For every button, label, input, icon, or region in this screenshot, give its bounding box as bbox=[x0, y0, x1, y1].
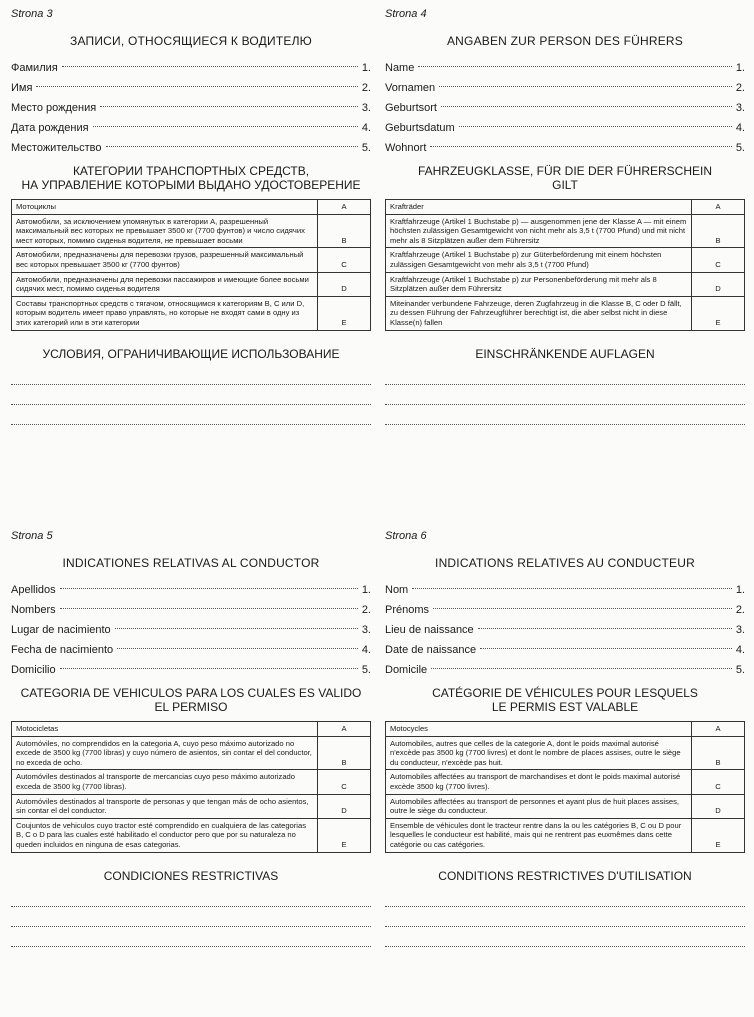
field-row[interactable] bbox=[385, 58, 745, 78]
field-row[interactable] bbox=[385, 620, 745, 640]
fill-line[interactable] bbox=[385, 907, 745, 927]
page-6 bbox=[385, 530, 745, 947]
table-row bbox=[12, 794, 371, 818]
field-label: Дата рождения bbox=[11, 122, 89, 134]
field-label: Имя bbox=[11, 82, 33, 94]
category-heading-line-2: GILT bbox=[552, 178, 578, 192]
category-description: Kraftfahrzeuge (Artikel 1 Buchstabe p) — ausgenommen jene der Klasse A — mit einem höchsten zulässigen Gesamtgewicht von nicht mehr als 3,5 t (7700 Pfund) und mit nicht mehr als 8 Sitzplätzen außer dem Führersitz bbox=[386, 214, 692, 248]
fill-line[interactable] bbox=[385, 365, 745, 385]
fill-line[interactable] bbox=[11, 907, 371, 927]
page-label: Strona 3 bbox=[11, 8, 53, 20]
category-heading bbox=[385, 686, 745, 716]
category-code: C bbox=[692, 248, 745, 272]
field-label: Geburtsdatum bbox=[385, 122, 455, 134]
category-code: D bbox=[692, 794, 745, 818]
fill-line bbox=[115, 628, 358, 629]
restrictions-lines[interactable] bbox=[11, 365, 371, 425]
field-row[interactable] bbox=[11, 138, 371, 158]
field-number: 4. bbox=[361, 122, 371, 134]
field-label: Lugar de nacimiento bbox=[11, 624, 111, 636]
category-code: E bbox=[692, 296, 745, 330]
table-row bbox=[12, 272, 371, 296]
fill-line[interactable] bbox=[11, 365, 371, 385]
category-description: Motocycles bbox=[386, 722, 692, 737]
category-heading bbox=[11, 164, 371, 194]
field-number: 1. bbox=[735, 62, 745, 74]
field-label: Domicilio bbox=[11, 664, 56, 676]
category-table bbox=[11, 199, 371, 331]
field-label: Name bbox=[385, 62, 415, 74]
fill-line bbox=[433, 608, 732, 609]
restrictions-heading: УСЛОВИЯ, ОГРАНИЧИВАЮЩИЕ ИСПОЛЬЗОВАНИЕ bbox=[42, 346, 340, 361]
field-row[interactable] bbox=[385, 118, 745, 138]
table-row bbox=[386, 200, 745, 215]
field-row[interactable] bbox=[385, 138, 745, 158]
field-number: 4. bbox=[735, 644, 745, 656]
table-row bbox=[12, 296, 371, 330]
field-row[interactable] bbox=[11, 660, 371, 680]
category-description: Automóviles destinados al transporte de personas y que tengan más de ocho asientos, sin contar el del conductor. bbox=[12, 794, 318, 818]
category-heading-line-2: НА УПРАВЛЕНИЕ КОТОРЫМИ ВЫДАНО УДОСТОВЕРЕНИЕ bbox=[21, 178, 361, 192]
field-row[interactable] bbox=[385, 600, 745, 620]
fill-line bbox=[439, 86, 732, 87]
fill-line bbox=[412, 588, 732, 589]
fill-line[interactable] bbox=[385, 385, 745, 405]
category-code: B bbox=[318, 214, 371, 248]
category-code: B bbox=[692, 214, 745, 248]
category-description: Automóviles, no comprendidos en la categoria A, cuyo peso máximo autorizado no excede de 3500 kg (7700 libras) y cuyo número de asientos, sin contar el del conductor, no exceda de ocho. bbox=[12, 736, 318, 770]
field-row[interactable] bbox=[11, 58, 371, 78]
field-label: Фамилия bbox=[11, 62, 58, 74]
field-number: 3. bbox=[735, 624, 745, 636]
fill-line bbox=[459, 126, 732, 127]
field-label: Nom bbox=[385, 584, 409, 596]
fill-line bbox=[36, 86, 357, 87]
category-code: A bbox=[318, 200, 371, 215]
category-description: Kraftfahrzeuge (Artikel 1 Buchstabe p) zur Güterbeförderung mit einem höchsten zulässigen Gesamtgewicht von mehr als 3,5 t (7700 Pfund) bbox=[386, 248, 692, 272]
restrictions-heading: CONDICIONES RESTRICTIVAS bbox=[103, 868, 279, 883]
table-row bbox=[386, 794, 745, 818]
fill-line bbox=[480, 648, 732, 649]
category-description: Coujuntos de vehiculos cuyo tractor esté comprendido en cualquiera de las categorias B, C o D para las cuales esté habilitado el conductor pero que por su naturaleza no queden incluidos en ninguna de esas categorias. bbox=[12, 818, 318, 852]
category-code: A bbox=[692, 200, 745, 215]
page-label: Strona 4 bbox=[385, 8, 427, 20]
fill-line[interactable] bbox=[385, 927, 745, 947]
category-table bbox=[385, 721, 745, 853]
driver-fields bbox=[385, 58, 745, 164]
field-number: 3. bbox=[735, 102, 745, 114]
restrictions-lines[interactable] bbox=[385, 365, 745, 425]
field-label: Wohnort bbox=[385, 142, 427, 154]
restrictions-lines[interactable] bbox=[11, 887, 371, 947]
driver-section-heading: INDICATIONS RELATIVES AU CONDUCTEUR bbox=[435, 556, 695, 570]
fill-line bbox=[117, 648, 358, 649]
category-description: Автомобили, предназначены для перевозки грузов, разрешенный максимальный вес которых превышает 3500 кг (7700 фунтов) bbox=[12, 248, 318, 272]
field-number: 2. bbox=[361, 82, 371, 94]
field-label: Fecha de nacimiento bbox=[11, 644, 114, 656]
field-row[interactable] bbox=[385, 640, 745, 660]
fill-line[interactable] bbox=[385, 405, 745, 425]
driver-fields bbox=[385, 580, 745, 686]
fill-line bbox=[60, 588, 358, 589]
category-code: E bbox=[318, 818, 371, 852]
category-description: Automobiles affectées au transport de personnes et ayant plus de huit places assises, outre le siège du conducteur. bbox=[386, 794, 692, 818]
field-row[interactable] bbox=[11, 600, 371, 620]
fill-line bbox=[60, 668, 358, 669]
fill-line[interactable] bbox=[385, 887, 745, 907]
category-heading-line-1: CATÉGORIE DE VÉHICULES POUR LESQUELS bbox=[432, 686, 698, 700]
field-number: 2. bbox=[735, 604, 745, 616]
category-description: Ensemble de véhicules dont le tracteur rentre dans la ou les catégories B, C ou D pour lesquelles le conducteur est habilité, mais qui ne rentrent pas euxmêmes dans cette catégorie ou cas catégories. bbox=[386, 818, 692, 852]
field-row[interactable] bbox=[11, 118, 371, 138]
category-table bbox=[385, 199, 745, 331]
field-label: Nombers bbox=[11, 604, 56, 616]
category-heading bbox=[11, 686, 371, 716]
table-row bbox=[12, 818, 371, 852]
category-code: C bbox=[318, 248, 371, 272]
table-row bbox=[12, 200, 371, 215]
field-label: Apellidos bbox=[11, 584, 56, 596]
field-number: 5. bbox=[735, 664, 745, 676]
field-row[interactable] bbox=[385, 580, 745, 600]
page-label: Strona 5 bbox=[11, 530, 53, 542]
category-code: B bbox=[692, 736, 745, 770]
field-label: Lieu de naissance bbox=[385, 624, 474, 636]
field-row[interactable] bbox=[11, 640, 371, 660]
field-row[interactable] bbox=[11, 78, 371, 98]
category-description: Автомобили, за исключением упомянутых в категории A, разрешенный максимальный вес которых не превышает 3500 кг (7700 фунтов) и число сидячих мест которых, помимо сиденья водителя, не превышает восьми bbox=[12, 214, 318, 248]
category-description: Krafträder bbox=[386, 200, 692, 215]
page-4 bbox=[385, 8, 745, 425]
category-description: Automóviles destinados al transporte de mercancias cuyo peso máximo autorizado exceda de 3500 kg (7700 libras). bbox=[12, 770, 318, 794]
table-row bbox=[386, 736, 745, 770]
field-label: Место рождения bbox=[11, 102, 97, 114]
table-row bbox=[386, 296, 745, 330]
category-description: Составы транспортных средств с тягачом, относящимся к категориям B, C или D, которым водитель имеет право управлять, но которые не входят сами в одну из этих категорий или в эти категории bbox=[12, 296, 318, 330]
fill-line bbox=[418, 66, 731, 67]
field-number: 1. bbox=[361, 62, 371, 74]
field-number: 2. bbox=[361, 604, 371, 616]
category-description: Kraftfahrzeuge (Artikel 1 Buchstabe p) zur Personenbeförderung mit mehr als 8 Sitzplätzen außer dem Führersitz bbox=[386, 272, 692, 296]
category-code: E bbox=[318, 296, 371, 330]
field-label: Местожительство bbox=[11, 142, 102, 154]
driver-fields bbox=[11, 580, 371, 686]
fill-line bbox=[478, 628, 732, 629]
field-number: 1. bbox=[361, 584, 371, 596]
category-table bbox=[11, 721, 371, 853]
field-number: 1. bbox=[735, 584, 745, 596]
fill-line bbox=[62, 66, 358, 67]
fill-line bbox=[60, 608, 358, 609]
driver-section-heading: INDICATIONES RELATIVAS AL CONDUCTOR bbox=[62, 556, 320, 570]
field-number: 5. bbox=[735, 142, 745, 154]
field-number: 3. bbox=[361, 102, 371, 114]
driver-fields bbox=[11, 58, 371, 164]
field-label: Date de naissance bbox=[385, 644, 477, 656]
category-heading-line-1: КАТЕГОРИИ ТРАНСПОРТНЫХ СРЕДСТВ, bbox=[72, 164, 310, 178]
table-row bbox=[386, 770, 745, 794]
table-row bbox=[386, 272, 745, 296]
fill-line[interactable] bbox=[11, 385, 371, 405]
category-description: Motocicletas bbox=[12, 722, 318, 737]
category-code: D bbox=[318, 272, 371, 296]
field-number: 5. bbox=[361, 664, 371, 676]
page-label: Strona 6 bbox=[385, 530, 427, 542]
category-description: Мотоциклы bbox=[12, 200, 318, 215]
field-row[interactable] bbox=[385, 78, 745, 98]
fill-line bbox=[431, 668, 732, 669]
field-row[interactable] bbox=[11, 580, 371, 600]
field-label: Vornamen bbox=[385, 82, 436, 94]
fill-line bbox=[441, 106, 732, 107]
driver-section-heading: ЗАПИСИ, ОТНОСЯЩИЕСЯ К ВОДИТЕЛЮ bbox=[70, 34, 312, 48]
category-code: A bbox=[318, 722, 371, 737]
field-label: Geburtsort bbox=[385, 102, 437, 114]
category-description: Автомобили, предназначены для перевозки пассажиров и имеющие более восьми сидячих мест, помимо сиденья водителя bbox=[12, 272, 318, 296]
page-5 bbox=[11, 530, 371, 947]
table-row bbox=[12, 248, 371, 272]
category-code: C bbox=[692, 770, 745, 794]
category-description: Automobiles affectées au transport de marchandises et dont le poids maximal autorisé excède 3500 kg (7700 livres). bbox=[386, 770, 692, 794]
category-code: E bbox=[692, 818, 745, 852]
field-row[interactable] bbox=[385, 98, 745, 118]
fill-line bbox=[93, 126, 358, 127]
field-label: Domicile bbox=[385, 664, 428, 676]
table-row bbox=[386, 214, 745, 248]
field-row[interactable] bbox=[11, 620, 371, 640]
table-row bbox=[12, 722, 371, 737]
driver-section-heading: ANGABEN ZUR PERSON DES FÜHRERS bbox=[446, 34, 684, 48]
restrictions-heading: CONDITIONS RESTRICTIVES D'UTILISATION bbox=[438, 868, 692, 883]
table-row bbox=[386, 248, 745, 272]
restrictions-heading: EINSCHRÄNKENDE AUFLAGEN bbox=[475, 346, 655, 361]
table-row bbox=[12, 736, 371, 770]
category-heading-line-1: CATEGORIA DE VEHICULOS PARA LOS CUALES ES VALIDO bbox=[20, 686, 362, 700]
fill-line bbox=[430, 146, 731, 147]
category-code: A bbox=[692, 722, 745, 737]
category-code: D bbox=[692, 272, 745, 296]
category-description: Miteinander verbundene Fahrzeuge, deren Zugfahrzeug in die Klasse B, C oder D fällt, zu dessen Führung der Fahrzeugführer berechtigt ist, die aber selbst nicht in diese Klasse(n) fallen bbox=[386, 296, 692, 330]
category-heading bbox=[385, 164, 745, 194]
category-code: C bbox=[318, 770, 371, 794]
category-description: Automobiles, autres que celles de la categorie A, dont le poids maximal autorisé n'excède pas 3500 kg (7700 livres) et dont le nombre de places assises, outre le siège du conducteur, n'excède pas huit. bbox=[386, 736, 692, 770]
category-code: B bbox=[318, 736, 371, 770]
field-number: 4. bbox=[735, 122, 745, 134]
field-label: Prénoms bbox=[385, 604, 430, 616]
fill-line bbox=[106, 146, 358, 147]
page-3 bbox=[11, 8, 371, 425]
field-row[interactable] bbox=[385, 660, 745, 680]
restrictions-lines[interactable] bbox=[385, 887, 745, 947]
category-heading-line-2: LE PERMIS EST VALABLE bbox=[491, 700, 639, 714]
field-row[interactable] bbox=[11, 98, 371, 118]
fill-line bbox=[100, 106, 358, 107]
field-number: 2. bbox=[735, 82, 745, 94]
fill-line[interactable] bbox=[11, 927, 371, 947]
field-number: 3. bbox=[361, 624, 371, 636]
fill-line[interactable] bbox=[11, 405, 371, 425]
table-row bbox=[12, 770, 371, 794]
field-number: 5. bbox=[361, 142, 371, 154]
category-heading-line-1: FAHRZEUGKLASSE, FÜR DIE DER FÜHRERSCHEIN bbox=[417, 164, 713, 178]
table-row bbox=[386, 818, 745, 852]
fill-line[interactable] bbox=[11, 887, 371, 907]
category-code: D bbox=[318, 794, 371, 818]
field-number: 4. bbox=[361, 644, 371, 656]
table-row bbox=[12, 214, 371, 248]
category-heading-line-2: EL PERMISO bbox=[154, 700, 228, 714]
table-row bbox=[386, 722, 745, 737]
